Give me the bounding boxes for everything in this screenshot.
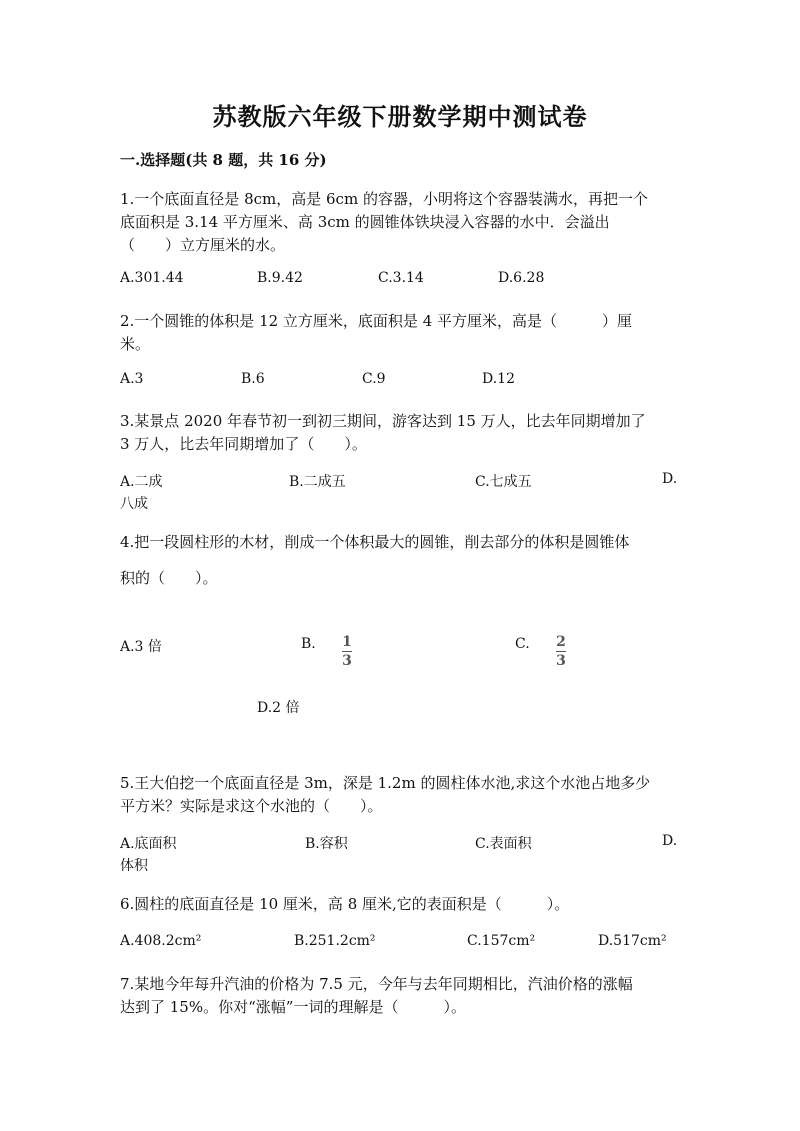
question-text: 平方米？实际是求这个水池的（ ）。 <box>120 797 383 815</box>
option-c: C.9 <box>362 371 386 387</box>
fraction-bar <box>342 651 352 652</box>
option-d-continued: 体积 <box>120 858 148 874</box>
question-text: 7.某地今年每升汽油的价格为 7.5 元，今年与去年同期相比，汽油价格的涨幅 <box>120 975 633 993</box>
question-text: 1.一个底面直径是 8cm，高是 6cm 的容器，小明将这个容器装满水，再把一个 <box>120 190 648 208</box>
option-a: A.底面积 <box>120 836 177 852</box>
fraction-denominator: 3 <box>556 653 566 669</box>
option-b-fraction <box>342 631 352 668</box>
option-a: A.二成 <box>120 474 163 490</box>
option-b: B.9.42 <box>257 270 303 286</box>
question-text: 2.一个圆锥的体积是 12 立方厘米，底面积是 4 平方厘米，高是（ ）厘 <box>120 312 633 330</box>
option-d: D.6.28 <box>498 270 545 286</box>
option-b: B.二成五 <box>289 474 346 490</box>
option-d: D.12 <box>482 371 515 387</box>
option-a: A.3 倍 <box>120 639 162 655</box>
option-d: D. <box>662 471 678 487</box>
option-b: B.6 <box>241 371 265 387</box>
question-text: 3 万人，比去年同期增加了（ ）。 <box>120 435 367 453</box>
question-text: 4.把一段圆柱形的木材，削成一个体积最大的圆锥，削去部分的体积是圆锥体 <box>120 533 630 551</box>
option-d-continued: 八成 <box>120 496 148 512</box>
question-text: 达到了 15%。你对“涨幅”一词的理解是（ ）。 <box>120 998 466 1016</box>
option-b: B.251.2cm² <box>294 933 376 949</box>
option-d: D.517cm² <box>598 933 667 949</box>
option-b-label: B. <box>301 636 316 652</box>
option-c: C.157cm² <box>467 933 536 949</box>
question-text: （ ）立方厘米的水。 <box>120 236 286 254</box>
fraction-numerator: 2 <box>556 634 566 650</box>
option-c: C.七成五 <box>475 474 532 490</box>
question-text: 6.圆柱的底面直径是 10 厘米，高 8 厘米,它的表面积是（ ）。 <box>120 895 570 913</box>
question-text: 5.王大伯挖一个底面直径是 3m，深是 1.2m 的圆柱体水池,求这个水池占地多少 <box>120 774 651 792</box>
section-heading: 一.选择题(共 8 题，共 16 分) <box>120 151 327 169</box>
page-title: 苏教版六年级下册数学期中测试卷 <box>212 102 588 131</box>
fraction-bar <box>556 651 566 652</box>
option-d: D. <box>662 833 678 849</box>
question-text: 积的（ ）。 <box>120 569 218 587</box>
option-a: A.3 <box>120 371 144 387</box>
option-c: C.3.14 <box>378 270 424 286</box>
fraction-denominator: 3 <box>342 653 352 669</box>
question-text: 米。 <box>120 335 151 353</box>
fraction-numerator: 1 <box>342 634 352 650</box>
question-text: 3.某景点 2020 年春节初一到初三期间，游客达到 15 万人，比去年同期增加了 <box>120 412 646 430</box>
option-c: C.表面积 <box>475 836 532 852</box>
option-a: A.408.2cm² <box>120 933 202 949</box>
question-text: 底面积是 3.14 平方厘米、高 3cm 的圆锥体铁块浸入容器的水中．会溢出 <box>120 213 610 231</box>
option-a: A.301.44 <box>120 270 184 286</box>
option-c-fraction <box>556 631 566 668</box>
option-c-label: C. <box>515 636 530 652</box>
option-b: B.容积 <box>305 836 348 852</box>
option-d: D.2 倍 <box>257 700 300 716</box>
